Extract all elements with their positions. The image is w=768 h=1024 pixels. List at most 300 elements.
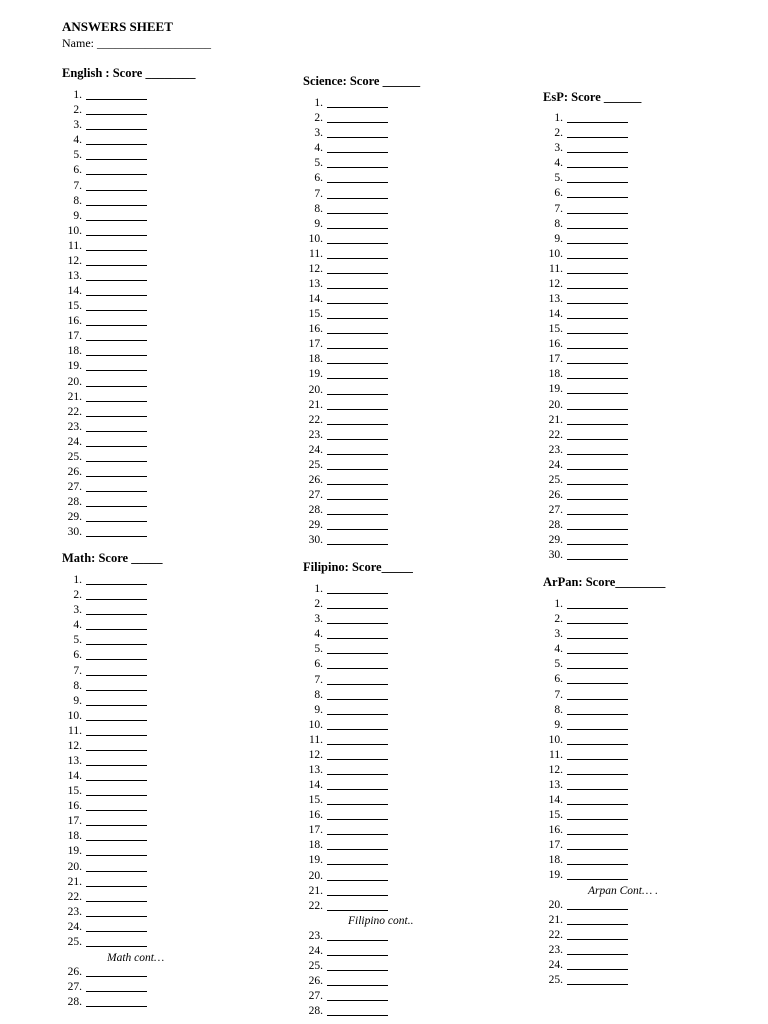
answer-blank[interactable]	[567, 834, 628, 835]
answer-blank[interactable]	[86, 840, 147, 841]
answer-blank[interactable]	[327, 608, 388, 609]
arpan-answer-row	[539, 644, 628, 656]
math-answer-row	[58, 741, 147, 753]
answer-blank[interactable]	[327, 152, 388, 153]
answer-blank[interactable]	[327, 544, 388, 545]
answer-blank[interactable]	[327, 729, 388, 730]
answer-blank[interactable]	[86, 174, 147, 175]
answer-blank[interactable]	[567, 984, 628, 985]
item-number: 23.	[67, 905, 82, 918]
item-number: 6.	[73, 649, 82, 662]
answer-blank[interactable]	[567, 228, 628, 229]
answer-blank[interactable]	[327, 348, 388, 349]
answer-blank[interactable]	[86, 916, 147, 917]
answer-blank[interactable]	[86, 521, 147, 522]
item-number: 10.	[548, 733, 563, 746]
item-number: 9.	[554, 718, 563, 731]
answer-blank[interactable]	[86, 1006, 147, 1007]
name-field[interactable]: Name: ___________________	[62, 36, 211, 50]
answer-blank[interactable]	[567, 608, 628, 609]
item-number: 27.	[308, 990, 323, 1003]
math-cont-answer-row	[58, 967, 147, 979]
filipino-cont-answer-row	[299, 976, 388, 988]
item-number: 15.	[308, 794, 323, 807]
answer-blank[interactable]	[86, 265, 147, 266]
answer-blank[interactable]	[86, 991, 147, 992]
answer-blank[interactable]	[327, 439, 388, 440]
answer-blank[interactable]	[327, 684, 388, 685]
answer-blank[interactable]	[327, 1015, 388, 1016]
answer-blank[interactable]	[327, 774, 388, 775]
item-number: 18.	[67, 345, 82, 358]
answer-blank[interactable]	[86, 114, 147, 115]
arpan-answer-row	[539, 659, 628, 671]
answer-blank[interactable]	[327, 137, 388, 138]
answer-blank[interactable]	[86, 690, 147, 691]
answer-blank[interactable]	[327, 122, 388, 123]
answer-blank[interactable]	[86, 431, 147, 432]
answer-blank[interactable]	[327, 593, 388, 594]
answer-blank[interactable]	[86, 584, 147, 585]
item-number: 3.	[554, 628, 563, 641]
answer-blank[interactable]	[567, 318, 628, 319]
answer-blank[interactable]	[567, 273, 628, 274]
answer-blank[interactable]	[327, 849, 388, 850]
answer-blank[interactable]	[567, 499, 628, 500]
answer-blank[interactable]	[567, 363, 628, 364]
answer-blank[interactable]	[567, 439, 628, 440]
answer-blank[interactable]	[327, 258, 388, 259]
answer-blank[interactable]	[327, 469, 388, 470]
filipino-cont-answer-row	[299, 946, 388, 958]
answer-blank[interactable]	[567, 544, 628, 545]
answer-blank[interactable]	[567, 729, 628, 730]
item-number: 16.	[548, 338, 563, 351]
item-number: 23.	[308, 428, 323, 441]
answer-blank[interactable]	[567, 774, 628, 775]
answer-blank[interactable]	[567, 122, 628, 123]
item-number: 25.	[548, 974, 563, 987]
item-number: 17.	[67, 330, 82, 343]
math-answer-row	[58, 666, 147, 678]
item-number: 10.	[67, 709, 82, 722]
answer-blank[interactable]	[327, 529, 388, 530]
item-number: 15.	[67, 785, 82, 798]
answer-blank[interactable]	[327, 880, 388, 881]
answer-blank[interactable]	[327, 499, 388, 500]
answer-blank[interactable]	[327, 213, 388, 214]
answer-blank[interactable]	[567, 288, 628, 289]
math-answer-row	[58, 786, 147, 798]
math-answer-row	[58, 590, 147, 602]
answer-blank[interactable]	[86, 416, 147, 417]
item-number: 30.	[67, 526, 82, 539]
answer-blank[interactable]	[327, 834, 388, 835]
answer-blank[interactable]	[86, 855, 147, 856]
science-answer-row	[299, 430, 388, 442]
answer-blank[interactable]	[327, 409, 388, 410]
answer-blank[interactable]	[86, 250, 147, 251]
answer-blank[interactable]	[86, 461, 147, 462]
science-answer-row	[299, 339, 388, 351]
answer-blank[interactable]	[567, 137, 628, 138]
answer-blank[interactable]	[327, 895, 388, 896]
answer-blank[interactable]	[86, 506, 147, 507]
item-number: 2.	[73, 589, 82, 602]
answer-blank[interactable]	[327, 804, 388, 805]
item-number: 26.	[308, 474, 323, 486]
english-answer-row	[58, 377, 147, 389]
answer-blank[interactable]	[327, 744, 388, 745]
item-number: 14.	[548, 794, 563, 806]
esp-answer-row	[539, 264, 628, 276]
science-answer-row	[299, 294, 388, 306]
answer-blank[interactable]	[567, 653, 628, 654]
item-number: 1.	[73, 574, 82, 586]
answer-blank[interactable]	[567, 623, 628, 624]
answer-blank[interactable]	[86, 735, 147, 736]
item-number: 4.	[73, 619, 82, 632]
answer-blank[interactable]	[327, 789, 388, 790]
item-number: 5.	[554, 658, 563, 671]
answer-blank[interactable]	[86, 765, 147, 766]
answer-blank[interactable]	[86, 780, 147, 781]
answer-blank[interactable]	[327, 638, 388, 639]
answer-blank[interactable]	[327, 228, 388, 229]
math-cont-note: Math cont…	[107, 952, 165, 964]
math-answer-row	[58, 771, 147, 783]
answer-blank[interactable]	[327, 378, 388, 379]
answer-blank[interactable]	[327, 623, 388, 624]
answer-blank[interactable]	[567, 789, 628, 790]
item-number: 27.	[67, 481, 82, 494]
filipino-answer-row	[299, 750, 388, 762]
item-number: 13.	[67, 270, 82, 282]
answer-blank[interactable]	[86, 810, 147, 811]
answer-blank[interactable]	[567, 559, 628, 560]
item-number: 25.	[67, 935, 82, 948]
answer-blank[interactable]	[567, 258, 628, 259]
answer-blank[interactable]	[567, 699, 628, 700]
answer-blank[interactable]	[327, 864, 388, 865]
item-number: 15.	[308, 308, 323, 321]
answer-blank[interactable]	[567, 529, 628, 530]
answer-blank[interactable]	[86, 159, 147, 160]
answer-blank[interactable]	[327, 454, 388, 455]
item-number: 6.	[554, 187, 563, 200]
answer-blank[interactable]	[567, 182, 628, 183]
answer-blank[interactable]	[327, 819, 388, 820]
answer-blank[interactable]	[567, 348, 628, 349]
answer-blank[interactable]	[567, 393, 628, 394]
answer-blank[interactable]	[86, 386, 147, 387]
answer-blank[interactable]	[86, 310, 147, 311]
item-number: 7.	[314, 673, 323, 686]
answer-blank[interactable]	[567, 638, 628, 639]
answer-blank[interactable]	[567, 683, 628, 684]
answer-blank[interactable]	[86, 720, 147, 721]
answer-blank[interactable]	[86, 629, 147, 630]
answer-blank[interactable]	[567, 197, 628, 198]
answer-blank[interactable]	[327, 333, 388, 334]
answer-blank[interactable]	[567, 864, 628, 865]
answer-blank[interactable]	[327, 970, 388, 971]
esp-answer-row	[539, 339, 628, 351]
answer-blank[interactable]	[86, 295, 147, 296]
english-answer-row	[58, 361, 147, 373]
answer-blank[interactable]	[567, 819, 628, 820]
item-number: 22.	[548, 929, 563, 942]
science-answer-row	[299, 415, 388, 427]
answer-blank[interactable]	[327, 318, 388, 319]
answer-blank[interactable]	[567, 152, 628, 153]
english-answer-row	[58, 437, 147, 449]
esp-answer-row	[539, 279, 628, 291]
item-number: 19.	[67, 845, 82, 858]
answer-blank[interactable]	[567, 454, 628, 455]
answer-blank[interactable]	[567, 804, 628, 805]
item-number: 13.	[548, 779, 563, 791]
answer-blank[interactable]	[567, 939, 628, 940]
answer-blank[interactable]	[567, 744, 628, 745]
answer-blank[interactable]	[567, 924, 628, 925]
esp-answer-row	[539, 535, 628, 547]
answer-blank[interactable]	[567, 333, 628, 334]
item-number: 28.	[308, 504, 323, 517]
answer-blank[interactable]	[327, 1000, 388, 1001]
item-number: 14.	[548, 308, 563, 320]
item-number: 21.	[548, 914, 563, 927]
answer-blank[interactable]	[327, 484, 388, 485]
answer-blank[interactable]	[86, 370, 147, 371]
item-number: 19.	[548, 383, 563, 396]
science-heading: Science: Score ______	[303, 74, 421, 88]
english-answer-row	[58, 497, 147, 509]
item-number: 18.	[67, 830, 82, 843]
item-number: 20.	[67, 375, 82, 388]
answer-blank[interactable]	[567, 469, 628, 470]
item-number: 17.	[308, 338, 323, 351]
answer-blank[interactable]	[567, 424, 628, 425]
answer-blank[interactable]	[86, 750, 147, 751]
arpan-cont-note: Arpan Cont… .	[588, 885, 658, 897]
answer-blank[interactable]	[567, 969, 628, 970]
item-number: 14.	[67, 285, 82, 297]
science-answer-row	[299, 354, 388, 366]
answer-blank[interactable]	[327, 653, 388, 654]
answer-blank[interactable]	[86, 675, 147, 676]
esp-answer-row	[539, 173, 628, 185]
answer-blank[interactable]	[86, 614, 147, 615]
science-answer-row	[299, 385, 388, 397]
filipino-answer-row	[299, 720, 388, 732]
answer-blank[interactable]	[327, 714, 388, 715]
item-number: 18.	[308, 353, 323, 366]
item-number: 2.	[554, 127, 563, 140]
item-number: 17.	[548, 839, 563, 852]
item-number: 30.	[548, 549, 563, 562]
answer-blank[interactable]	[86, 871, 147, 872]
item-number: 6.	[314, 172, 323, 185]
item-number: 16.	[308, 323, 323, 336]
item-number: 25.	[67, 450, 82, 463]
answer-blank[interactable]	[86, 644, 147, 645]
item-number: 10.	[308, 718, 323, 731]
esp-answer-row	[539, 204, 628, 216]
english-answer-row	[58, 271, 147, 283]
answer-blank[interactable]	[567, 409, 628, 410]
item-number: 21.	[548, 413, 563, 426]
answer-blank[interactable]	[567, 243, 628, 244]
science-answer-row	[299, 520, 388, 532]
answer-blank[interactable]	[567, 378, 628, 379]
answer-blank[interactable]	[327, 668, 388, 669]
science-answer-row	[299, 505, 388, 517]
item-number: 21.	[308, 884, 323, 897]
answer-blank[interactable]	[86, 325, 147, 326]
science-answer-row	[299, 490, 388, 502]
answer-blank[interactable]	[327, 940, 388, 941]
answer-blank[interactable]	[86, 536, 147, 537]
item-number: 3.	[554, 142, 563, 155]
answer-blank[interactable]	[327, 243, 388, 244]
filipino-answer-row	[299, 675, 388, 687]
answer-blank[interactable]	[567, 668, 628, 669]
answer-blank[interactable]	[327, 167, 388, 168]
item-number: 19.	[548, 869, 563, 882]
answer-blank[interactable]	[86, 401, 147, 402]
math-answer-row	[58, 681, 147, 693]
answer-blank[interactable]	[327, 910, 388, 911]
item-number: 6.	[314, 658, 323, 671]
science-answer-row	[299, 400, 388, 412]
english-answer-row	[58, 181, 147, 193]
answer-blank[interactable]	[567, 849, 628, 850]
item-number: 12.	[308, 262, 323, 275]
english-answer-row	[58, 422, 147, 434]
answer-blank[interactable]	[327, 759, 388, 760]
answer-blank[interactable]	[327, 273, 388, 274]
answer-blank[interactable]	[327, 955, 388, 956]
item-number: 1.	[73, 89, 82, 101]
esp-answer-row	[539, 400, 628, 412]
answer-blank[interactable]	[86, 340, 147, 341]
answer-blank[interactable]	[86, 659, 147, 660]
item-number: 13.	[308, 764, 323, 776]
answer-blank[interactable]	[86, 931, 147, 932]
answer-blank[interactable]	[86, 886, 147, 887]
answer-blank[interactable]	[86, 976, 147, 977]
item-number: 15.	[67, 300, 82, 313]
arpan-cont-answer-row	[539, 900, 628, 912]
answer-blank[interactable]	[86, 205, 147, 206]
answer-blank[interactable]	[327, 394, 388, 395]
item-number: 22.	[308, 899, 323, 912]
item-number: 15.	[548, 809, 563, 822]
answer-blank[interactable]	[86, 129, 147, 130]
item-number: 28.	[67, 996, 82, 1009]
item-number: 22.	[548, 428, 563, 441]
answer-blank[interactable]	[86, 144, 147, 145]
answer-blank[interactable]	[86, 280, 147, 281]
item-number: 12.	[67, 254, 82, 267]
answer-blank[interactable]	[327, 198, 388, 199]
answer-blank[interactable]	[567, 759, 628, 760]
answer-blank[interactable]	[567, 879, 628, 880]
answer-blank[interactable]	[86, 795, 147, 796]
answer-blank[interactable]	[86, 220, 147, 221]
answer-blank[interactable]	[567, 954, 628, 955]
item-number: 12.	[548, 763, 563, 776]
item-number: 9.	[314, 217, 323, 230]
english-answer-row	[58, 331, 147, 343]
answer-blank[interactable]	[86, 476, 147, 477]
math-answer-row	[58, 575, 147, 587]
science-answer-row	[299, 113, 388, 125]
arpan-answer-row	[539, 629, 628, 641]
arpan-answer-row	[539, 780, 628, 792]
answer-blank[interactable]	[327, 182, 388, 183]
answer-blank[interactable]	[567, 303, 628, 304]
answer-blank[interactable]	[86, 946, 147, 947]
answer-blank[interactable]	[327, 303, 388, 304]
answer-blank[interactable]	[86, 491, 147, 492]
answer-blank[interactable]	[567, 514, 628, 515]
answer-blank[interactable]	[567, 714, 628, 715]
filipino-answer-row	[299, 644, 388, 656]
answer-blank[interactable]	[567, 484, 628, 485]
answer-blank[interactable]	[567, 213, 628, 214]
answer-blank[interactable]	[86, 355, 147, 356]
math-answer-row	[58, 650, 147, 662]
answer-blank[interactable]	[567, 167, 628, 168]
science-answer-row	[299, 234, 388, 246]
item-number: 5.	[314, 157, 323, 170]
answer-blank[interactable]	[327, 288, 388, 289]
answer-blank[interactable]	[327, 363, 388, 364]
answer-blank[interactable]	[86, 235, 147, 236]
answer-blank[interactable]	[86, 825, 147, 826]
answer-blank[interactable]	[86, 99, 147, 100]
item-number: 26.	[308, 975, 323, 988]
answer-blank[interactable]	[327, 107, 388, 108]
answer-blank[interactable]	[327, 424, 388, 425]
science-answer-row	[299, 249, 388, 261]
filipino-answer-row	[299, 735, 388, 747]
answer-blank[interactable]	[327, 699, 388, 700]
english-answer-row	[58, 392, 147, 404]
answer-blank[interactable]	[86, 901, 147, 902]
filipino-answer-row	[299, 825, 388, 837]
answer-blank[interactable]	[327, 985, 388, 986]
answer-blank[interactable]	[86, 190, 147, 191]
english-answer-row	[58, 196, 147, 208]
esp-heading: EsP: Score ______	[543, 90, 642, 104]
esp-answer-row	[539, 234, 628, 246]
item-number: 11.	[549, 262, 563, 275]
item-number: 5.	[314, 643, 323, 656]
item-number: 4.	[554, 157, 563, 170]
english-answer-row	[58, 165, 147, 177]
arpan-answer-row	[539, 855, 628, 867]
answer-blank[interactable]	[86, 705, 147, 706]
answer-blank[interactable]	[86, 599, 147, 600]
answer-blank[interactable]	[327, 514, 388, 515]
item-number: 7.	[554, 202, 563, 215]
answer-blank[interactable]	[567, 909, 628, 910]
item-number: 21.	[308, 398, 323, 411]
answer-blank[interactable]	[86, 446, 147, 447]
